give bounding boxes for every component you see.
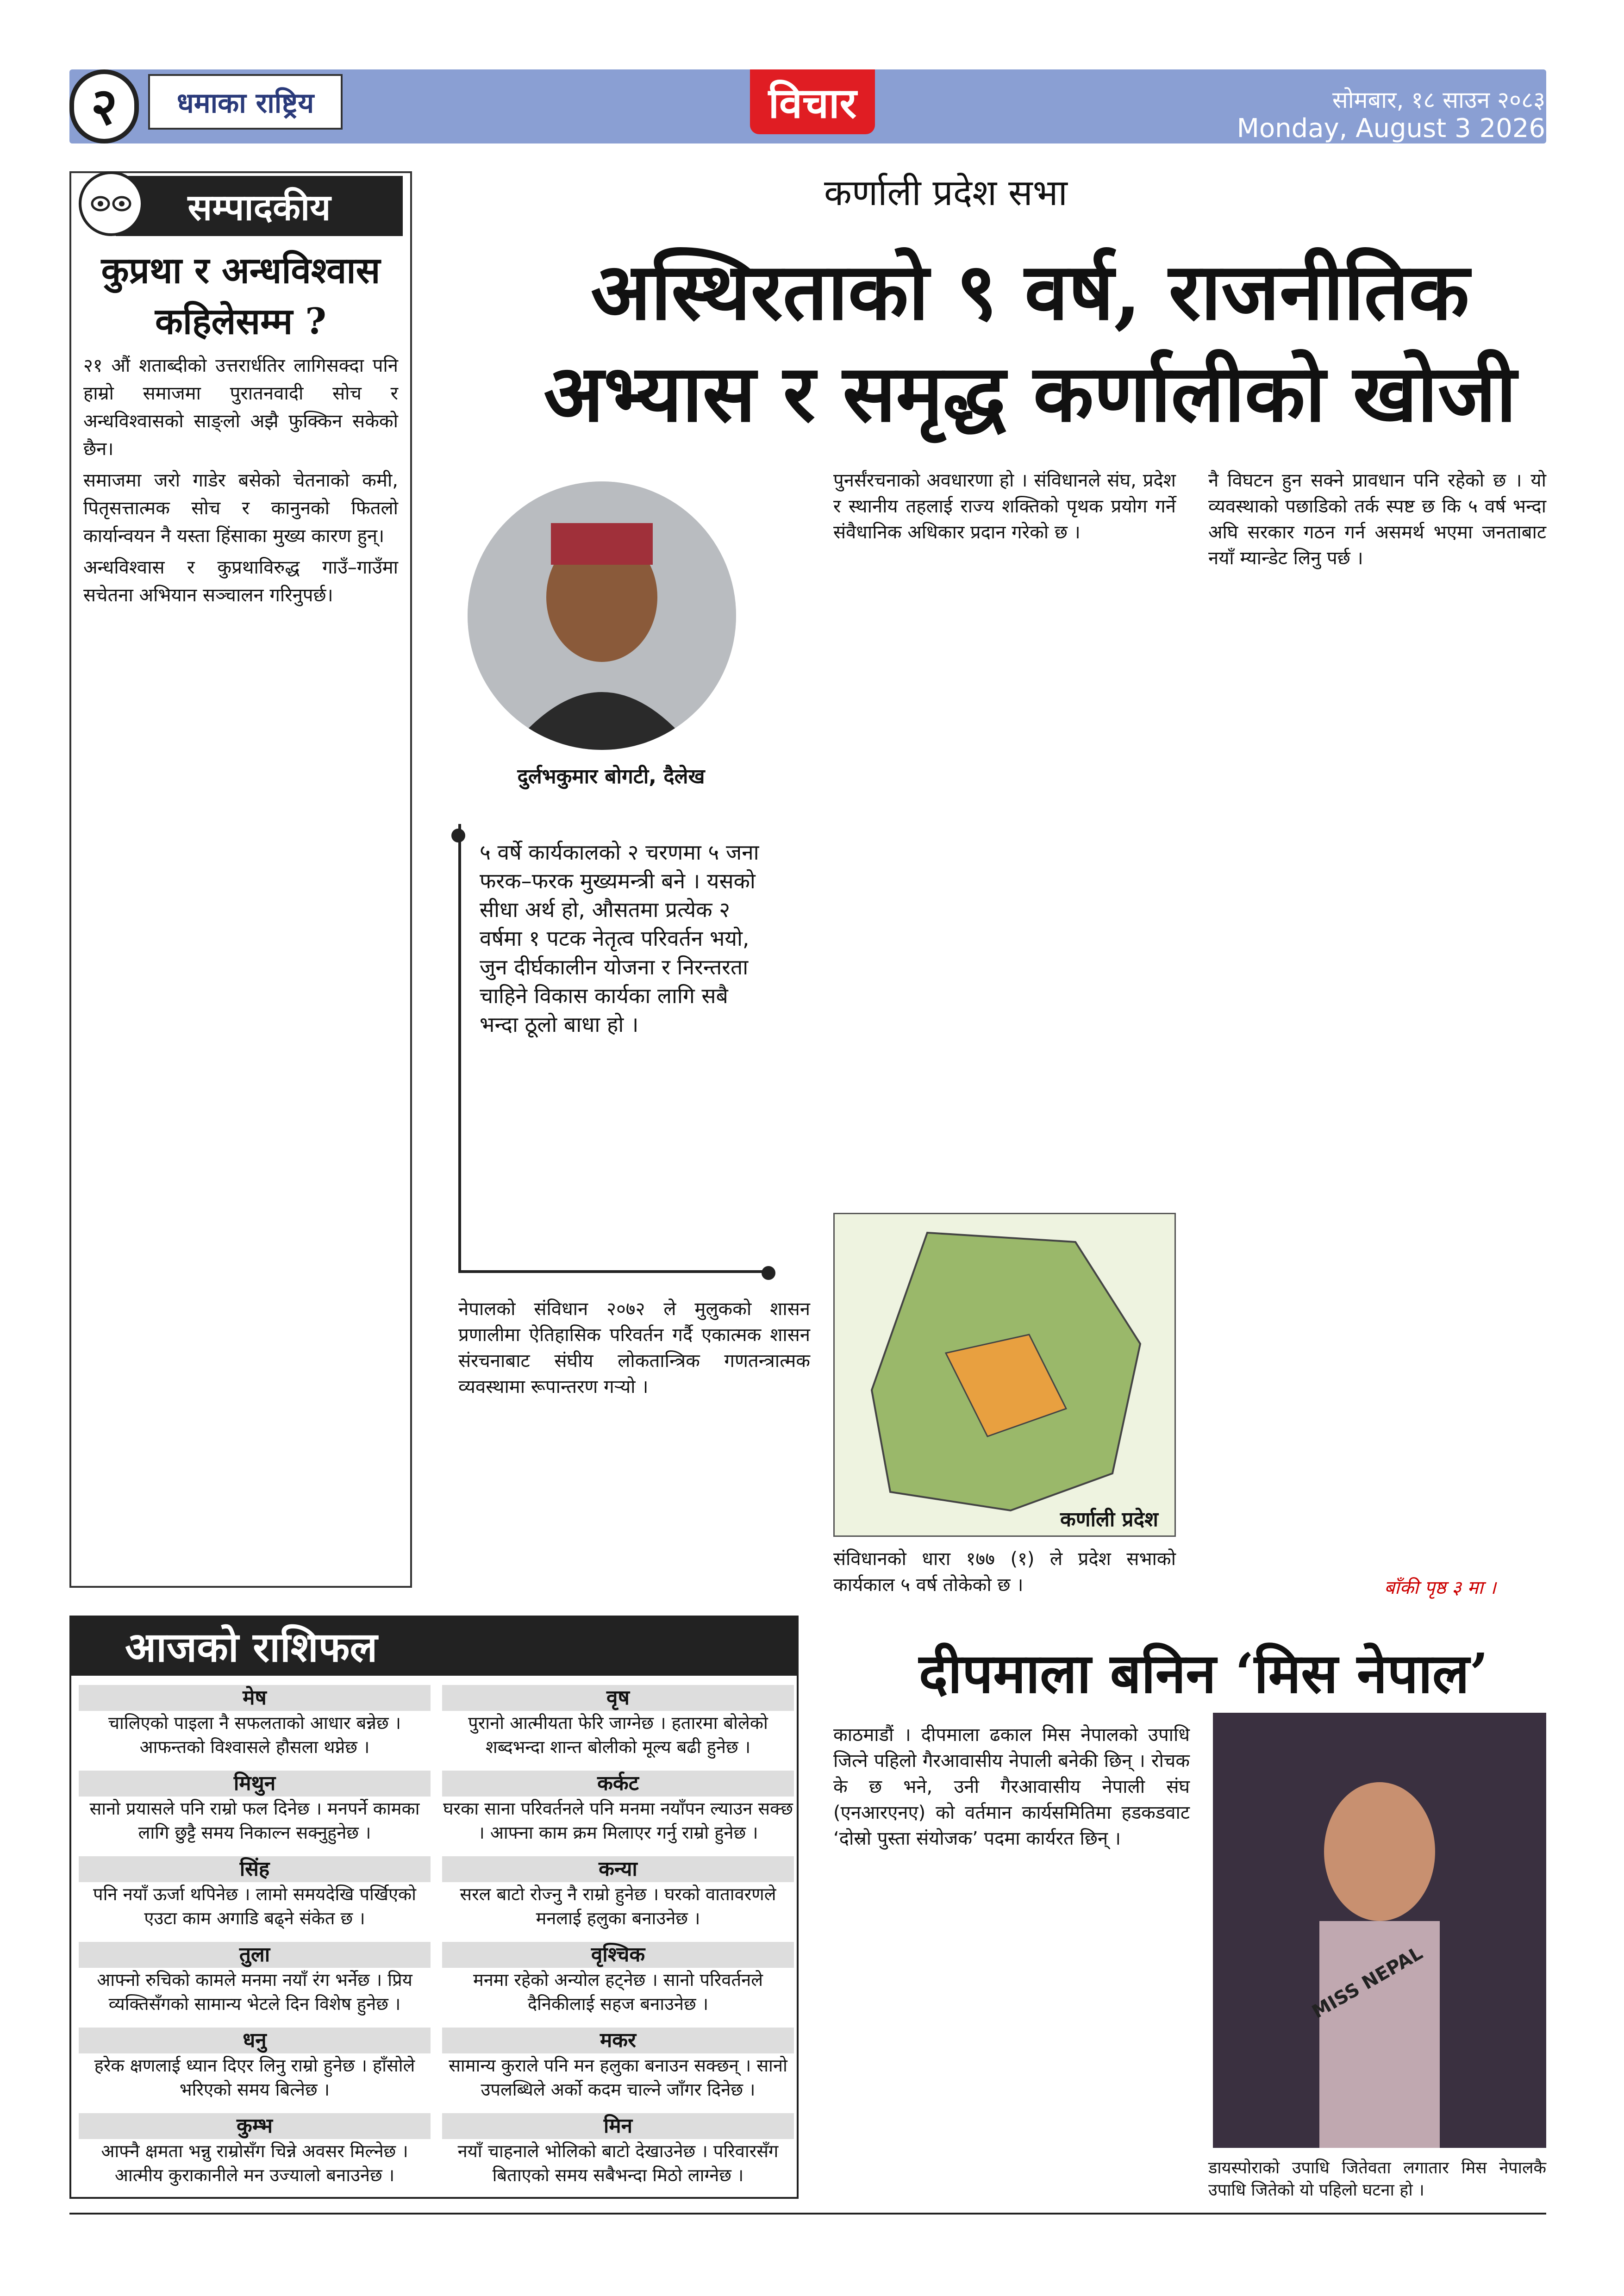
editorial-paragraph: २१ औं शताब्दीको उत्तरार्धतिर लागिसक्दा पनि हाम्रो समाजमा पुरातनवादी सोच र अन्धविश्वासको साङ्लो अझै फुक्किन सकेको छैन। — [83, 355, 398, 460]
horoscope-text: घरका साना परिवर्तनले पनि मनमा नयाँपन ल्याउन सक्छ । आफ्ना काम क्रम मिलाएर गर्नु राम्रो हुनेछ । — [443, 1798, 793, 1843]
horoscope-sign: मिथुन — [79, 1771, 431, 1797]
horoscope-entry — [79, 2028, 431, 2102]
horoscope-entry — [79, 1942, 431, 2016]
horoscope-sign: कन्या — [442, 1856, 794, 1882]
author-photo — [468, 481, 736, 750]
horoscope-entry — [442, 1856, 794, 1930]
editorial-title: कुप्रथा र अन्धविश्वास कहिलेसम्म ? — [101, 250, 381, 343]
horoscope-title: आजको राशिफल — [69, 1616, 799, 1676]
horoscope-text: आफ्नै क्षमता भन्नु राम्रोसँग चिन्ने अवसर मिल्नेछ । आत्मीय कुराकानीले मन उज्यालो बनाउनेछ । — [101, 2141, 408, 2185]
horoscope-sign: मिन — [442, 2113, 794, 2139]
karnali-map — [833, 1213, 1176, 1537]
horoscope-sign: धनु — [79, 2028, 431, 2053]
miss-nepal-caption: डायस्पोराको उपाधि जितेवता लगातार मिस नेपालकै उपाधि जितेको यो पहिलो घटना हो । — [1208, 2159, 1546, 2200]
horoscope-sign: मकर — [442, 2028, 794, 2053]
date-nepali: सोमबार, १८ साउन २०८३ — [1332, 87, 1545, 113]
horoscope-sign: वृश्चिक — [442, 1942, 794, 1968]
editorial-tag: सम्पादकीय — [116, 176, 403, 236]
horoscope-text: पनि नयाँ ऊर्जा थपिनेछ । लामो समयदेखि पर्खिएको एउटा काम अगाडि बढ्ने संकेत छ । — [93, 1884, 417, 1928]
continued-note: बाँकी पृष्ठ ३ मा । — [1384, 1577, 1496, 1598]
horoscope-sign: मेष — [79, 1685, 431, 1711]
quote-bullet — [762, 1266, 775, 1280]
miss-nepal-body: काठमाडौं । दीपमाला ढकाल मिस नेपालको उपाधि जित्ने पहिलो गैरआवासीय नेपाली बनेकी छिन् । रोचक के छ भने, उनी गैरआवासीय नेपाली संघ (एनआरएनए) को वर्तमान कार्यसमितिमा हडकडवाट ‘दोस्रो पुस्ता संयोजक’ पदमा कार्यरत छिन् । — [833, 1724, 1190, 1849]
horoscope-text: सानो प्रयासले पनि राम्रो फल दिनेछ । मनपर्ने कामका लागि छुट्टै समय निकाल्न सक्नुहुनेछ । — [89, 1798, 420, 1843]
miss-nepal-photo — [1213, 1713, 1546, 2148]
editorial-paragraph: अन्धविश्वास र कुप्रथाविरुद्ध गाउँ–गाउँमा सचेतना अभियान सञ्चालन गरिनुपर्छ। — [83, 557, 398, 606]
horoscope-sign: कुम्भ — [79, 2113, 431, 2139]
page-number: २ — [69, 69, 139, 144]
quote-bullet — [451, 829, 465, 842]
section-label: विचार — [750, 69, 875, 134]
horoscope-text: चालिएको पाइला नै सफलताको आधार बन्नेछ । आफन्तको विश्वासले हौसला थप्नेछ । — [108, 1713, 401, 1757]
horoscope-text: सामान्य कुराले पनि मन हलुका बनाउन सक्छन् । सानो उपलब्धिले अर्को कदम चाल्ने जाँगर दिनेछ । — [449, 2055, 787, 2100]
article-column-1: नेपालको संविधान २०७२ ले मुलुकको शासन प्रणालीमा ऐतिहासिक परिवर्तन गर्दै एकात्मक शासन संरचनाबाट संघीय लोकतान्त्रिक गणतन्त्रात्मक व्यवस्थामा रूपान्तरण गऱ्यो । — [458, 1298, 810, 1398]
article-column-2: पुनर्संरचनाको अवधारणा हो । संविधानले संघ, प्रदेश र स्थानीय तहलाई राज्य शक्तिको पृथक प्रयोग गर्ने संवैधानिक अधिकार प्रदान गरेको छ । — [833, 470, 1176, 543]
article-headline: अस्थिरताको ९ वर्ष, राजनीतिक अभ्यास र समृद्ध कर्णालीको खोजी — [543, 245, 1517, 440]
horoscope-entry — [79, 2113, 431, 2187]
editorial-paragraph: समाजमा जरो गाडेर बसेको चेतनाको कमी, पितृसत्तात्मक सोच र कानुनको फितलो कार्यान्वयन नै यस्ता हिंसाका मुख्य कारण हुन्। — [83, 470, 398, 547]
bottom-rule — [69, 2213, 1546, 2215]
map-label: कर्णाली प्रदेश — [1060, 1508, 1158, 1531]
article-column-3: नै विघटन हुन सक्ने प्रावधान पनि रहेको छ । यो व्यवस्थाको पछाडिको तर्क स्पष्ट छ कि ५ वर्ष भन्दा अघि सरकार गठन गर्न असमर्थ भएमा जनताबाट नयाँ म्यान्डेट लिनु पर्छ । — [1208, 470, 1546, 569]
pull-quote: ५ वर्षे कार्यकालको २ चरणमा ५ जना फरक–फरक मुख्यमन्त्री बने । यसको सीधा अर्थ हो, औसतमा प्रत्येक २ वर्षमा १ पटक नेतृत्व परिवर्तन भयो, जुन दीर्घकालीन योजना र निरन्तरता चाहिने विकास कार्यका लागि सबै भन्दा ठूलो बाधा हो । — [458, 824, 768, 1273]
horoscope-text: आफ्नो रुचिको कामले मनमा नयाँ रंग भर्नेछ । प्रिय व्यक्तिसँगको सामान्य भेटले दिन विशेष हुनेछ । — [97, 1970, 412, 2014]
horoscope-entry — [442, 2028, 794, 2102]
horoscope-text: हरेक क्षणलाई ध्यान दिएर लिनु राम्रो हुनेछ । हाँसोले भरिएको समय बित्नेछ । — [94, 2055, 415, 2100]
horoscope-sign: सिंह — [79, 1856, 431, 1882]
newspaper-logo: धमाका राष्ट्रिय — [148, 74, 343, 130]
horoscope-sign: तुला — [79, 1942, 431, 1968]
horoscope-entry — [79, 1771, 431, 1845]
map-caption: संविधानको धारा १७७ (१) ले प्रदेश सभाको कार्यकाल ५ वर्ष तोकेको छ । — [833, 1548, 1176, 1596]
date-english: Monday, August 3 2026 — [1237, 113, 1545, 144]
horoscope-text: पुरानो आत्मीयता फेरि जाग्नेछ । हतारमा बोलेको शब्दभन्दा शान्त बोलीको मूल्य बढी हुनेछ । — [468, 1713, 768, 1757]
miss-nepal-headline: दीपमाला बनिन ‘मिस नेपाल’ — [918, 1641, 1489, 1705]
horoscope-text: नयाँ चाहनाले भोलिको बाटो देखाउनेछ । परिवारसँग बिताएको समय सबैभन्दा मिठो लाग्नेछ । — [457, 2141, 779, 2185]
author-caption: दुर्लभकुमार बोगटी, दैलेख — [517, 765, 705, 788]
horoscope-text: मनमा रहेको अन्योल हट्नेछ । सानो परिवर्तनले दैनिकीलाई सहज बनाउनेछ । — [473, 1970, 763, 2014]
horoscope-entry — [442, 1771, 794, 1845]
horoscope-sign: वृष — [442, 1685, 794, 1711]
horoscope-entry — [442, 1685, 794, 1759]
horoscope-text: सरल बाटो रोज्नु नै राम्रो हुनेछ । घरको वातावरणले मनलाई हलुका बनाउनेछ । — [460, 1884, 776, 1928]
sash-text: MISS NEPAL — [1308, 1942, 1426, 2023]
editorial-body — [83, 352, 398, 613]
article-subtitle: कर्णाली प्रदेश सभा — [824, 172, 1068, 214]
editorial-eyes-icon — [79, 171, 144, 236]
horoscope-entry — [442, 1942, 794, 2016]
horoscope-entry — [442, 2113, 794, 2187]
horoscope-sign: कर्कट — [442, 1771, 794, 1797]
horoscope-entry — [79, 1856, 431, 1930]
horoscope-entry — [79, 1685, 431, 1759]
